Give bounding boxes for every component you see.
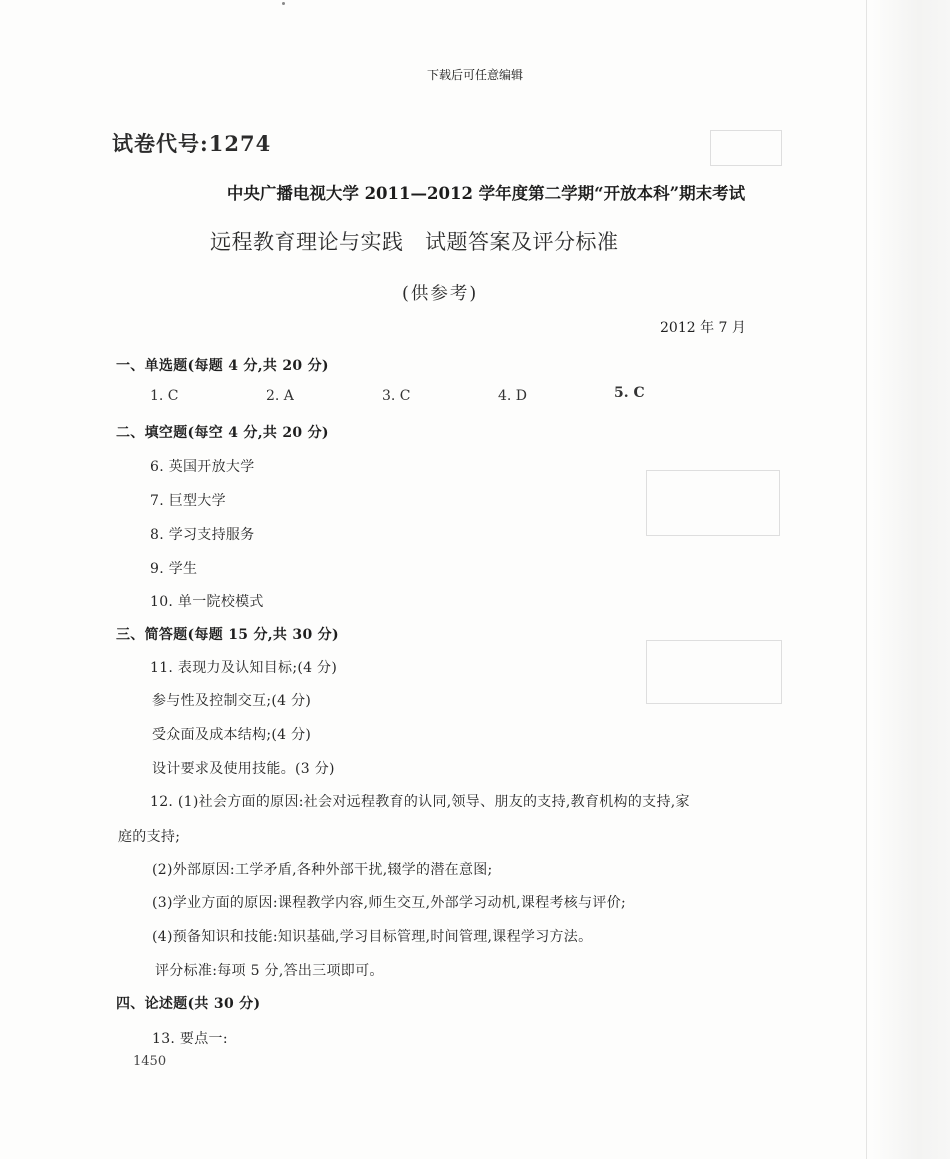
- page-number: 1450: [133, 1054, 167, 1069]
- q12-line-5: (4)预备知识和技能:知识基础,学习目标管理,时间管理,课程学习方法。: [152, 929, 593, 945]
- fill-answer-9: 9. 学生: [150, 561, 198, 577]
- q12-line-4: (3)学业方面的原因:课程教学内容,师生交互,外部学习动机,课程考核与评价;: [152, 895, 627, 911]
- answer-4: 4. D: [498, 388, 528, 404]
- scan-edge-shadow: [872, 0, 950, 1159]
- scan-fold-line: [866, 0, 867, 1159]
- q13-point-1: 13. 要点一:: [152, 1031, 228, 1047]
- q11-point-3: 受众面及成本结构;(4 分): [152, 727, 312, 743]
- fill-answer-8: 8. 学习支持服务: [150, 527, 255, 543]
- answer-1: 1. C: [150, 388, 179, 404]
- bleed-through-score-box: [646, 470, 780, 536]
- answer-5: 5. C: [614, 385, 645, 401]
- answer-3: 3. C: [382, 388, 411, 404]
- q11-point-1: 11. 表现力及认知目标;(4 分): [150, 660, 338, 676]
- fill-answer-7: 7. 巨型大学: [150, 493, 226, 509]
- reference-note: (供参考): [402, 284, 479, 304]
- fill-answer-6: 6. 英国开放大学: [150, 459, 255, 475]
- section-heading-fill-blank: 二、填空题(每空 4 分,共 20 分): [116, 425, 329, 441]
- course-title: 远程教育理论与实践 试题答案及评分标准: [210, 230, 619, 254]
- fill-answer-10: 10. 单一院校模式: [150, 594, 264, 610]
- answer-2: 2. A: [266, 388, 294, 404]
- section-heading-single-choice: 一、单选题(每题 4 分,共 20 分): [116, 358, 329, 374]
- scan-speck: [282, 2, 285, 5]
- grading-criteria: 评分标准:每项 5 分,答出三项即可。: [155, 963, 384, 979]
- paper-code: 试卷代号:1274: [112, 131, 272, 156]
- q12-line-1: 12. (1)社会方面的原因:社会对远程教育的认同,领导、朋友的支持,教育机构的支持,家: [150, 794, 690, 810]
- q12-line-2: 庭的支持;: [118, 829, 181, 845]
- section-heading-essay: 四、论述题(共 30 分): [116, 996, 261, 1012]
- bleed-through-box: [710, 130, 782, 166]
- q11-point-2: 参与性及控制交互;(4 分): [152, 693, 312, 709]
- bleed-through-score-box: [646, 640, 782, 704]
- exam-title: 中央广播电视大学 2011—2012 学年度第二学期“开放本科”期末考试: [226, 184, 746, 203]
- download-watermark: 下载后可任意编辑: [426, 68, 523, 82]
- q11-point-4: 设计要求及使用技能。(3 分): [152, 761, 335, 777]
- q12-line-3: (2)外部原因:工学矛盾,各种外部干扰,辍学的潜在意图;: [152, 862, 493, 878]
- section-heading-short-answer: 三、简答题(每题 15 分,共 30 分): [116, 627, 339, 643]
- exam-date: 2012 年 7 月: [660, 320, 746, 336]
